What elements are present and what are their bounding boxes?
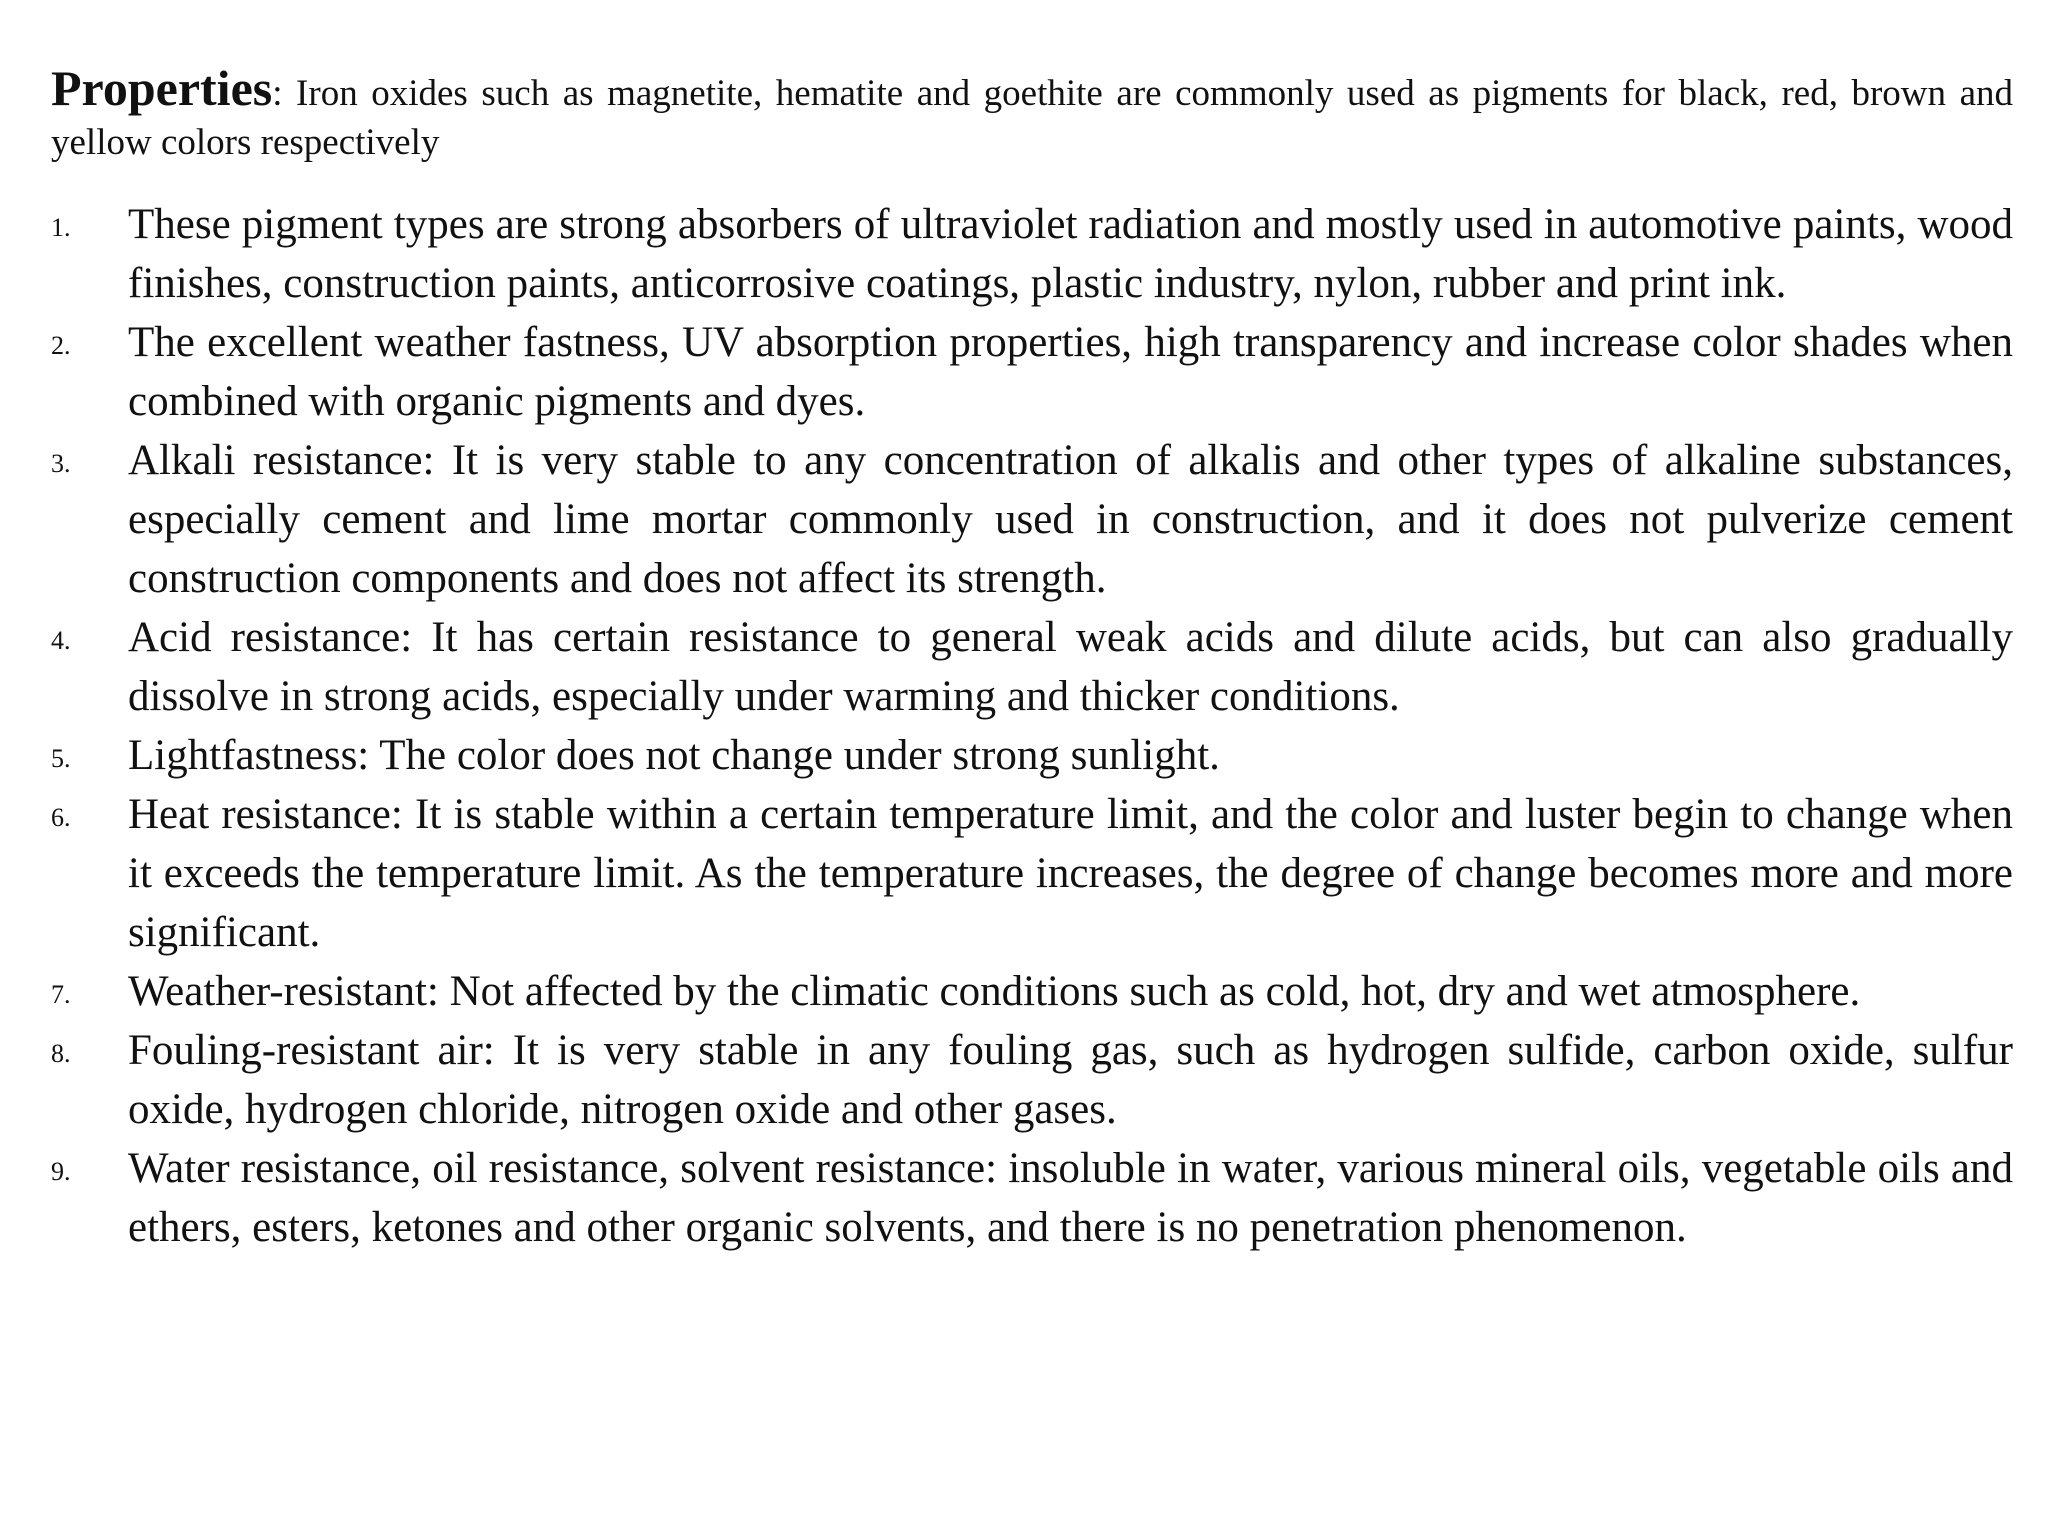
list-item-text: Heat resistance: It is stable within a certain temperature limit, and the color and luster begin to change when it exceeds the temperature limit. As the temperature increases, the degree of change becomes more and more significant. xyxy=(128,791,2013,956)
list-item-text: Weather-resistant: Not affected by the climatic conditions such as cold, hot, dry and wet atmosphere. xyxy=(128,968,1861,1015)
list-item-number: 1. xyxy=(51,213,71,242)
list-item-text: Acid resistance: It has certain resistance to general weak acids and dilute acids, but can also gradually dissolve in strong acids, especially under warming and thicker conditions. xyxy=(128,614,2013,720)
intro-paragraph xyxy=(51,60,2013,167)
list-item xyxy=(51,785,2013,962)
intro-text: Iron oxides such as magnetite, hematite and goethite are commonly used as pigments for black, red, brown and yellow colors respectively xyxy=(51,73,2013,163)
intro-separator: : xyxy=(272,73,283,114)
list-item-number: 5. xyxy=(51,744,71,773)
list-item-text: Water resistance, oil resistance, solvent resistance: insoluble in water, various mineral oils, vegetable oils and ethers, esters, ketones and other organic solvents, and there is no penetration phenomenon. xyxy=(128,1145,2013,1251)
list-item-number: 6. xyxy=(51,803,71,832)
list-item-text: Alkali resistance: It is very stable to any concentration of alkalis and other types of alkaline substances, especially cement and lime mortar commonly used in construction, and it does not pulverize cement construction components and does not affect its strength. xyxy=(128,437,2013,602)
list-item-number: 2. xyxy=(51,331,71,360)
list-item-text: The excellent weather fastness, UV absorption properties, high transparency and increase color shades when combined with organic pigments and dyes. xyxy=(128,319,2013,425)
list-item-text: These pigment types are strong absorbers of ultraviolet radiation and mostly used in automotive paints, wood finishes, construction paints, anticorrosive coatings, plastic industry, nylon, rubber and print ink. xyxy=(128,201,2013,307)
list-item-number: 7. xyxy=(51,980,71,1009)
list-item-text: Lightfastness: The color does not change under strong sunlight. xyxy=(128,732,1220,779)
list-item xyxy=(51,608,2013,726)
list-item xyxy=(51,313,2013,431)
list-item xyxy=(51,1021,2013,1139)
list-item-number: 9. xyxy=(51,1157,71,1186)
list-item xyxy=(51,1139,2013,1257)
list-item-number: 3. xyxy=(51,449,71,478)
list-item xyxy=(51,431,2013,608)
list-item-number: 4. xyxy=(51,626,71,655)
slide-content xyxy=(51,60,2013,1257)
properties-list xyxy=(51,195,2013,1257)
list-item-text: Fouling-resistant air: It is very stable in any fouling gas, such as hydrogen sulfide, carbon oxide, sulfur oxide, hydrogen chloride, nitrogen oxide and other gases. xyxy=(128,1027,2013,1133)
list-item-number: 8. xyxy=(51,1039,71,1068)
intro-heading: Properties xyxy=(51,60,273,116)
list-item xyxy=(51,726,2013,785)
list-item xyxy=(51,962,2013,1021)
list-item xyxy=(51,195,2013,313)
